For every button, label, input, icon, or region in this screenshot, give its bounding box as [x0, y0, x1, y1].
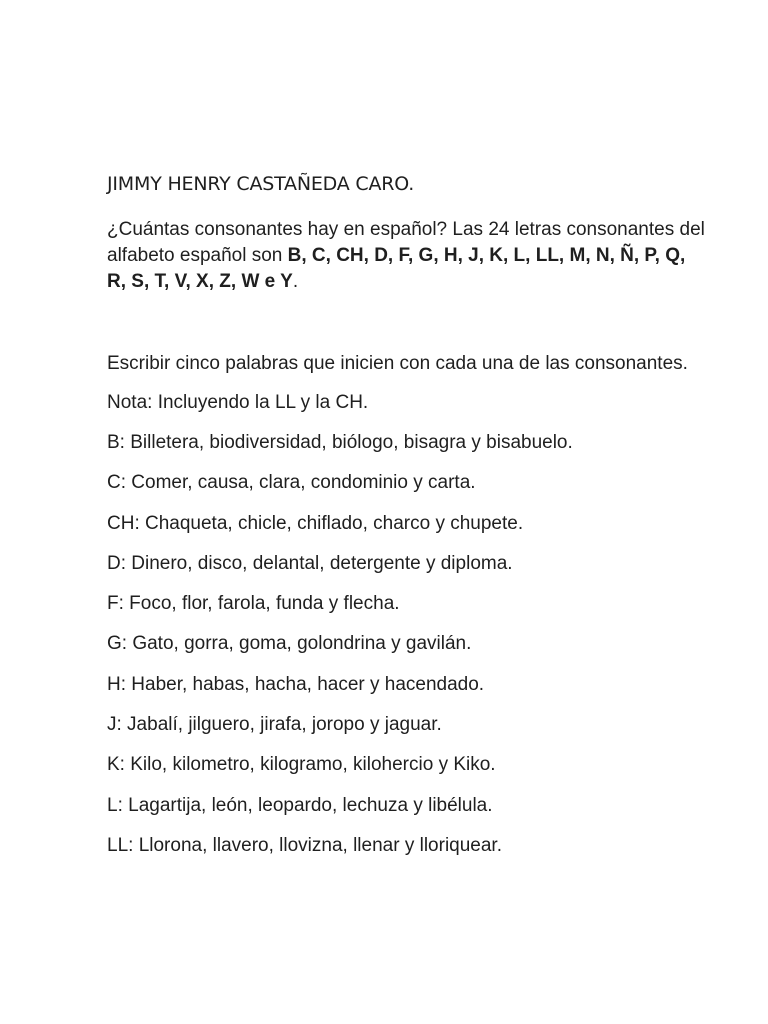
list-item-d: D: Dinero, disco, delantal, detergente y diploma.: [107, 552, 513, 574]
task-instruction: Escribir cinco palabras que inicien con cada una de las consonantes.: [107, 353, 688, 374]
consonant-list: B, C, CH, D, F, G, H, J, K, L, LL, M, N, Ñ, P, Q, R, S, T, V, X, Z, W e Y: [107, 245, 686, 292]
list-item-j: J: Jabalí, jilguero, jirafa, joropo y jaguar.: [107, 714, 442, 736]
list-item-f: F: Foco, flor, farola, funda y flecha.: [107, 593, 400, 615]
list-item-b: B: Billetera, biodiversidad, biólogo, bisagra y bisabuelo.: [107, 432, 573, 453]
document-page: [107, 168, 707, 873]
word-list: [107, 430, 707, 859]
list-item-l: L: Lagartija, león, leopardo, lechuza y libélula.: [107, 794, 493, 816]
document-title: JIMMY HENRY CASTAÑEDA CARO.: [107, 173, 415, 195]
intro-end: .: [292, 271, 299, 292]
intro-text: ¿Cuántas consonantes hay en español? Las 24 letras consonantes del alfabeto español son: [107, 219, 705, 266]
list-item-ll: LL: Llorona, llavero, llovizna, llenar y lloriquear.: [107, 834, 502, 856]
list-item-h: H: Haber, habas, hacha, hacer y hacendado.: [107, 673, 485, 695]
list-item-k: K: Kilo, kilometro, kilogramo, kilohercio y Kiko.: [107, 754, 496, 776]
list-item-c: C: Comer, causa, clara, condominio y carta.: [107, 472, 476, 494]
list-item-ch: CH: Chaqueta, chicle, chiflado, charco y chupete.: [107, 512, 524, 534]
note-line: Nota: Incluyendo la LL y la CH.: [107, 392, 369, 413]
list-item-g: G: Gato, gorra, goma, golondrina y gavilán.: [107, 633, 472, 655]
intro-paragraph: [107, 217, 707, 295]
